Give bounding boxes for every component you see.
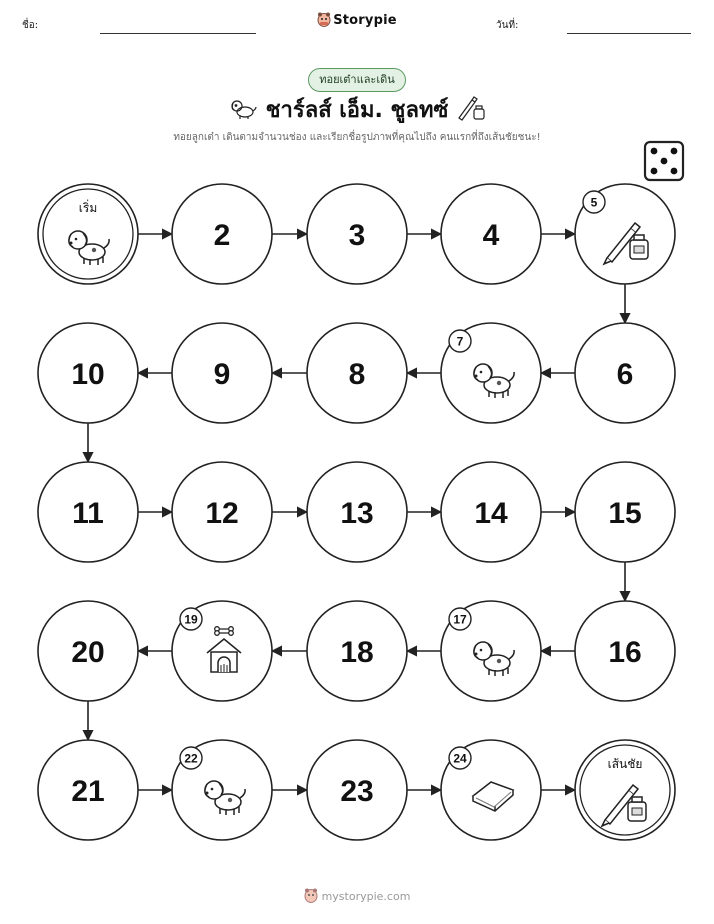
space-number: 20 — [71, 636, 105, 669]
space-number: 19 — [184, 612, 198, 627]
board-space — [441, 184, 541, 284]
space-number: 14 — [474, 497, 508, 530]
footer-url: mystorypie.com — [321, 890, 411, 903]
board-space — [38, 323, 138, 423]
space-number: 23 — [340, 775, 374, 808]
space-number: 24 — [453, 751, 467, 766]
board-space — [441, 323, 541, 423]
board-space — [441, 601, 541, 701]
space-number: 10 — [71, 358, 105, 391]
dice-pip — [661, 158, 668, 165]
board-space — [172, 601, 272, 701]
space-number: 2 — [213, 219, 231, 252]
board-space — [38, 601, 138, 701]
board-space — [172, 462, 272, 562]
space-number-badge — [449, 747, 471, 769]
board-space — [575, 323, 675, 423]
space-number-badge — [583, 191, 605, 213]
board-space — [307, 601, 407, 701]
board-space — [441, 740, 541, 840]
board-space — [575, 601, 675, 701]
space-number: 8 — [348, 358, 366, 391]
space-number: 9 — [213, 358, 231, 391]
space-number: 3 — [348, 219, 366, 252]
board-space — [38, 462, 138, 562]
dice-pip — [651, 148, 658, 155]
space-number: 5 — [590, 195, 598, 210]
name-label: ชื่อ: — [22, 20, 39, 31]
title-text: ชาร์ลส์ เอ็ม. ชูลทซ์ — [265, 98, 449, 123]
board-space — [307, 323, 407, 423]
dice-pip — [651, 168, 658, 175]
board-space — [307, 184, 407, 284]
space-number: 15 — [608, 497, 642, 530]
space-number-badge — [449, 330, 471, 352]
footer — [0, 888, 714, 906]
space-number: 11 — [72, 497, 104, 530]
space-number: 12 — [205, 497, 239, 530]
board-space — [172, 740, 272, 840]
start-space — [38, 184, 138, 284]
space-number-badge — [180, 608, 202, 630]
space-number: 13 — [340, 497, 374, 530]
board-space — [575, 184, 675, 284]
board-space — [38, 740, 138, 840]
space-number-badge — [449, 608, 471, 630]
space-number: 16 — [608, 636, 642, 669]
space-number: 21 — [71, 775, 105, 808]
space-number: 7 — [456, 334, 464, 349]
space-number: 6 — [616, 358, 634, 391]
start-label: เริ่ม — [78, 201, 98, 215]
space-number: 4 — [482, 219, 500, 252]
space-number-badge — [180, 747, 202, 769]
board-space — [307, 462, 407, 562]
dice-icon — [645, 142, 683, 180]
board-space — [441, 462, 541, 562]
dice-pip — [671, 148, 678, 155]
board-space — [307, 740, 407, 840]
space-number: 22 — [184, 751, 198, 766]
brand-name: Storypie — [333, 13, 397, 28]
dice-pip — [671, 168, 678, 175]
space-number: 18 — [340, 636, 374, 669]
date-label: วันที่: — [496, 20, 519, 31]
board-space — [172, 184, 272, 284]
space-number: 17 — [453, 612, 467, 627]
game-type-badge: ทอยเต๋าและเดิน — [308, 68, 406, 92]
storypie-icon — [304, 888, 318, 906]
finish-space — [575, 740, 675, 840]
board-space — [172, 323, 272, 423]
board-space — [575, 462, 675, 562]
instructions: ทอยลูกเต๋า เดินตามจำนวนช่อง และเรียกชื่อรูปภาพที่คุณไปถึง คนแรกที่ถึงเส้นชัยชนะ! — [173, 132, 541, 143]
finish-label: เส้นชัย — [607, 757, 643, 771]
